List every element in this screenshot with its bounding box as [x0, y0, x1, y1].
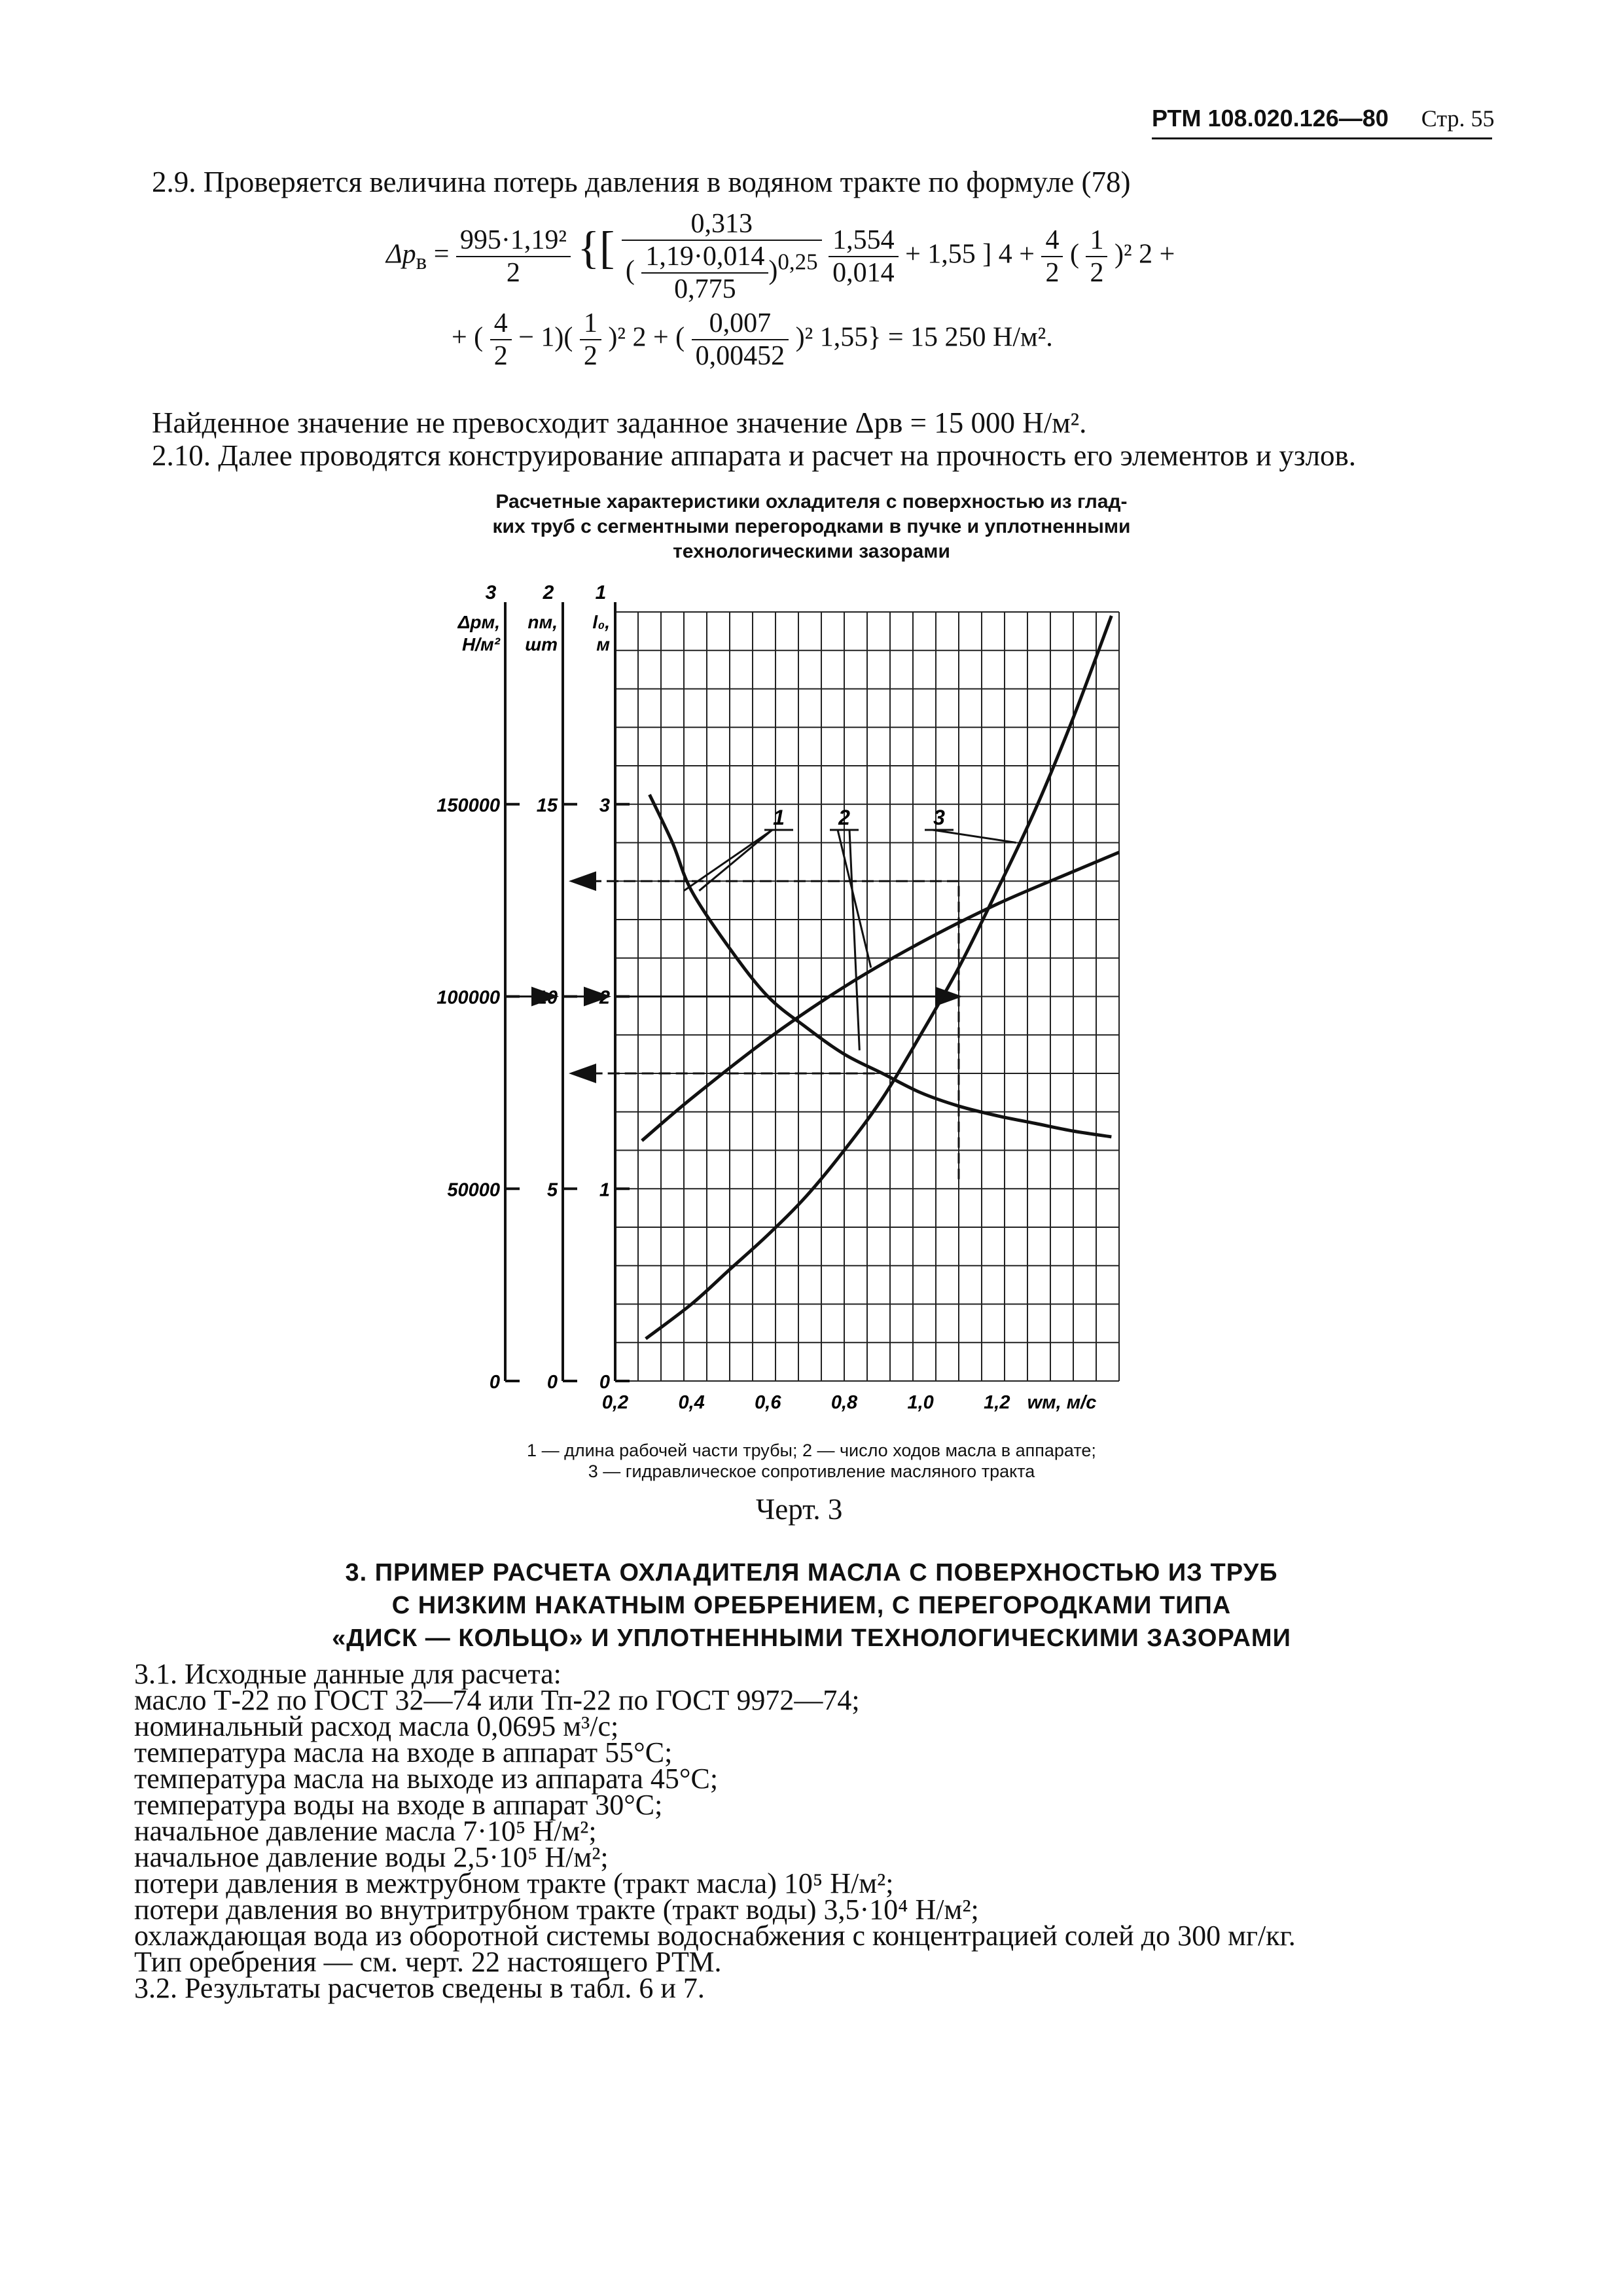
chart-legend	[353, 1440, 1270, 1482]
f2-den: 2	[493, 341, 508, 371]
axis-1-label: l₀,	[592, 612, 610, 632]
list-line: 3.2. Результаты расчетов сведены в табл. 6 и 7.	[134, 1972, 705, 2004]
coef-num: 995·1,19²	[456, 224, 571, 257]
formula-line2-mid: − 1)(	[518, 322, 573, 353]
found-value-text: Найденное значение не превосходит заданное значение Δpв = 15 000 Н/м².	[152, 406, 1087, 439]
axis-2-number: 2	[543, 582, 554, 603]
chart-caption-line-2: ких труб с сегментными перегородками в пучке и уплотненными	[492, 516, 1131, 537]
a-num: 0,313	[622, 208, 822, 241]
axis-1-tick-label: 2	[599, 987, 610, 1009]
axis-1-tick-label: 3	[599, 795, 610, 816]
list-line: охлаждающая вода из оборотной системы водоснабжения с концентрацией солей до 300 мг/кг.	[134, 1920, 1296, 1952]
axis-3-tick-label: 150000	[437, 795, 500, 816]
curve-label-leader	[849, 830, 859, 1050]
formula-line2-mid2: )² 2 + (	[608, 322, 685, 353]
half2-den: 2	[583, 341, 597, 371]
half-num: 1	[1086, 224, 1107, 257]
axis-1-label: м	[596, 634, 610, 655]
axis-2-tick-label: 0	[546, 1372, 558, 1393]
a-exp: 0,25	[777, 249, 818, 275]
section-3-heading-line-2: С НИЗКИМ НАКАТНЫМ ОРЕБРЕНИЕМ, С ПЕРЕГОРОДКАМИ ТИПА	[391, 1592, 1232, 1619]
a-den: ( $\frac{1,19\cdot 0,014}{0,775}$ )$^{0,25}$	[625, 242, 818, 304]
x-tick-label: 1,2	[984, 1392, 1010, 1413]
paragraph-2-9: 2.9. Проверяется величина потерь давления в водяном тракте по формуле (78)	[152, 166, 1131, 198]
list-line: потери давления во внутритрубном тракте (тракт воды) 3,5·10⁴ Н/м²;	[134, 1893, 979, 1926]
section-3-1-list	[134, 1658, 1296, 2004]
legend-line-2: 3 — гидравлическое сопротивление масляного тракта	[588, 1462, 1035, 1481]
x-tick-label: 0,2	[601, 1392, 629, 1413]
curve-label-1: 1	[773, 806, 785, 829]
page-number: Стр. 55	[1421, 105, 1495, 132]
axis-2-tick-label: 15	[536, 795, 558, 816]
formula-line2-end: )² 1,55} = 15 250 Н/м².	[795, 322, 1053, 353]
axis-2-tick-label: 5	[546, 1179, 558, 1201]
axis-3-tick-label: 50000	[447, 1179, 500, 1201]
half-den: 2	[1090, 258, 1104, 288]
formula-lhs: Δp	[386, 239, 416, 270]
axis-3-label: Н/м²	[461, 634, 500, 655]
half2-num: 1	[580, 308, 601, 340]
c-num: 0,007	[692, 308, 789, 340]
formula-line-1: $\Delta p_в$ = $\frac{\text{995·1,19²}}{2}$ {[ 0,313 ( $\frac{1,19\cdot 0,014}{0,775}$ )$^{0,25}$ $\frac{1,554}{0,014}$ + 1,55 ] 4 + $\frac{4}{2}$ ( $\frac{1}{2}$ )² 2 +	[386, 209, 1175, 304]
a-inner-num: 1,19·0,014	[641, 241, 768, 274]
list-line: 3.1. Исходные данные для расчета:	[134, 1658, 562, 1690]
b-den: 0,014	[832, 258, 895, 288]
x-tick-label: 1,0	[907, 1392, 934, 1413]
axis-2-label: nм,	[527, 612, 558, 632]
list-line: начальное давление воды 2,5·10⁵ Н/м²;	[134, 1841, 609, 1873]
axis-3-tick-label: 0	[489, 1372, 500, 1393]
list-line: масло Т-22 по ГОСТ 32—74 или Тп-22 по ГОСТ 9972—74;	[134, 1684, 860, 1716]
formula-line1-end: 2 +	[1139, 239, 1175, 270]
list-line: температура масла на входе в аппарат 55°С;	[134, 1736, 673, 1768]
doc-number: РТМ 108.020.126—80	[1152, 105, 1389, 132]
section-3-heading-line-3: «ДИСК — КОЛЬЦО» И УПЛОТНЕННЫМИ ТЕХНОЛОГИЧЕСКИМИ ЗАЗОРАМИ	[332, 1624, 1291, 1652]
list-line: потери давления в межтрубном тракте (тракт масла) 10⁵ Н/м²;	[134, 1867, 894, 1899]
chart-curves	[642, 616, 1119, 1339]
axis-3-number: 3	[485, 582, 497, 603]
x-axis-label: wм, м/с	[1027, 1392, 1097, 1413]
x-tick-label: 0,6	[755, 1392, 781, 1413]
chart-caption-line-3: технологическими зазорами	[673, 541, 950, 562]
axis-1-tick-label: 0	[599, 1372, 610, 1393]
f1-num: 4	[1041, 224, 1063, 257]
axis-3-label: Δpм,	[457, 612, 500, 632]
axis-1-number: 1	[595, 582, 607, 603]
list-line: температура воды на входе в аппарат 30°С;	[134, 1789, 663, 1821]
axis-1-tick-label: 1	[599, 1179, 610, 1201]
paragraph-2-10: 2.10. Далее проводятся конструирование аппарата и расчет на прочность его элементов и узлов.	[152, 439, 1357, 472]
chart-caption-line-1: Расчетные характеристики охладителя с поверхностью из глад-	[495, 491, 1128, 512]
chart-reference: Черт. 3	[756, 1493, 843, 1526]
section-3-heading	[190, 1556, 1433, 1655]
curve-label-leader	[933, 830, 1016, 843]
f1-den: 2	[1045, 258, 1060, 288]
a-inner-den: 0,775	[674, 274, 736, 304]
formula-line2-start: + (	[452, 322, 484, 353]
curve-label-2: 2	[838, 806, 850, 829]
series-3-line	[646, 616, 1112, 1339]
coef-den: 2	[506, 258, 520, 288]
list-line: начальное давление масла 7·10⁵ Н/м²;	[134, 1815, 597, 1847]
list-line: номинальный расход масла 0,0695 м³/с;	[134, 1710, 619, 1742]
x-tick-label: 0,4	[678, 1392, 705, 1413]
section-3-heading-line-1: 3. ПРИМЕР РАСЧЕТА ОХЛАДИТЕЛЯ МАСЛА С ПОВЕРХНОСТЬЮ ИЗ ТРУБ	[345, 1559, 1278, 1587]
curve-label-3: 3	[933, 806, 945, 829]
c-den: 0,00452	[695, 341, 785, 371]
list-line: Тип оребрения — см. черт. 22 настоящего РТМ.	[134, 1946, 722, 1978]
f2-num: 4	[490, 308, 512, 340]
axis-3-tick-label: 100000	[437, 987, 500, 1009]
legend-line-1: 1 — длина рабочей части трубы; 2 — число ходов масла в аппарате;	[527, 1441, 1096, 1460]
axis-2-tick-label: 10	[536, 987, 558, 1009]
axis-2-label: шт	[525, 634, 558, 655]
chart-guides	[514, 881, 959, 1179]
formula-lhs-sub: в	[416, 249, 427, 275]
list-line: температура масла на выходе из аппарата 45°С;	[134, 1763, 719, 1795]
x-tick-label: 0,8	[830, 1392, 858, 1413]
b-num: 1,554	[829, 224, 899, 257]
formula-line1-tail: + 1,55 ] 4 +	[905, 239, 1042, 270]
